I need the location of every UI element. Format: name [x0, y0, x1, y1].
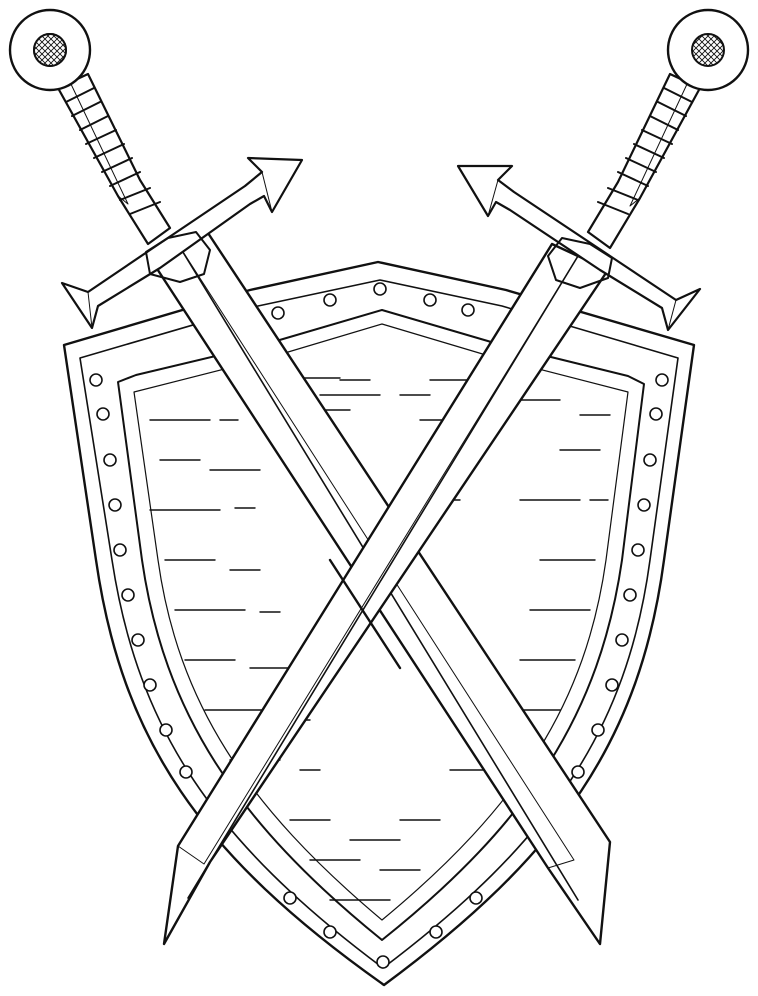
sword-left-grip: [58, 74, 170, 244]
sword-right-grip: [588, 74, 700, 248]
